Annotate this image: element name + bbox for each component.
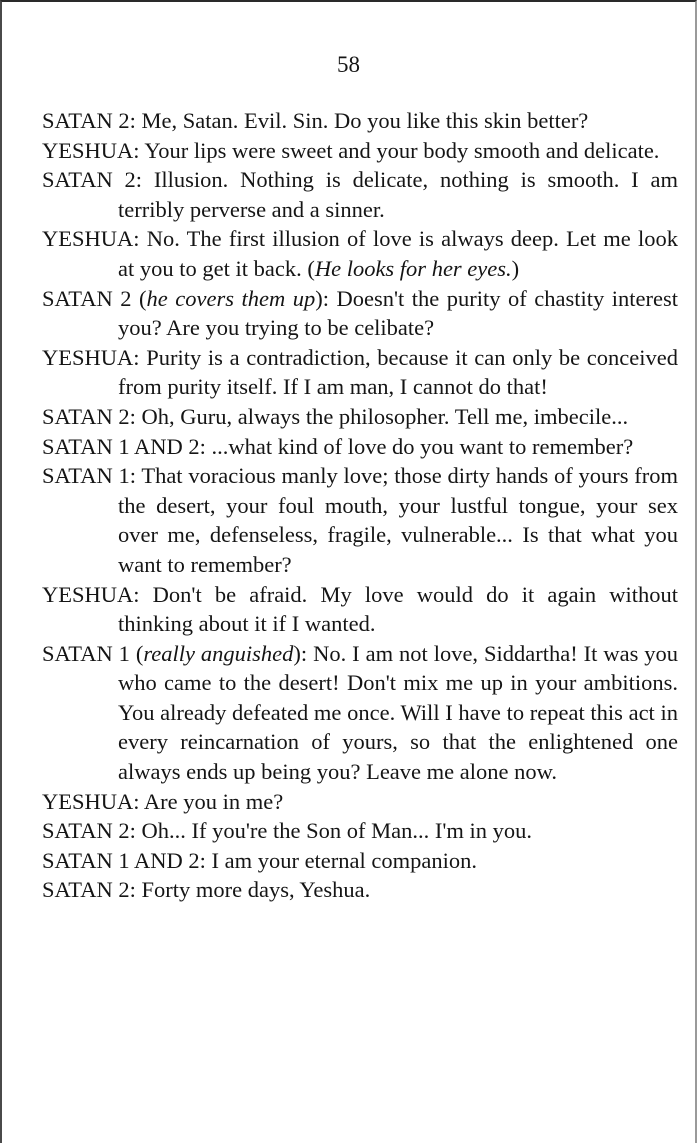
speaker-name: SATAN 2: xyxy=(42,403,136,429)
speaker-name: YESHUA: xyxy=(42,137,140,163)
dialogue-text: I am your eternal companion. xyxy=(211,847,477,873)
dialogue-text: ...what kind of love do you want to remember? xyxy=(211,433,634,459)
speaker-name: YESHUA: xyxy=(42,788,140,814)
dialogue-text: No. The first illusion of love is always deep. Let me look at you to get it back. xyxy=(118,226,679,281)
speaker-name: SATAN 2 xyxy=(42,285,132,311)
dialogue-line xyxy=(42,787,678,817)
dialogue-line: YESHUA: No. The first illusion of love is always deep. Let me look at you to get it back. (He looks for her eyes.) xyxy=(42,226,679,281)
dialogue-text: Oh... If you're the Son of Man... I'm in you. xyxy=(141,818,533,844)
speaker-name: SATAN 2: xyxy=(42,818,136,844)
speaker-name: SATAN 2: xyxy=(42,167,143,193)
dialogue-text: Purity is a contradiction, because it can only be conceived from purity itself. If I am man, I cannot do that! xyxy=(118,344,679,400)
dialogue-line xyxy=(42,343,678,402)
page-number: 58 xyxy=(337,52,360,77)
dialogue-text: Are you in me? xyxy=(143,788,284,814)
speaker-name: SATAN 1 xyxy=(42,640,130,666)
speaker-name: SATAN 2: xyxy=(42,877,136,903)
speaker-name: SATAN 2: xyxy=(42,108,136,133)
speaker-name: SATAN 1 AND 2: xyxy=(42,433,206,459)
dialogue-text: No. I am not love, Siddartha! It was you who came to the desert! Don't mix me up in your ambitions. You already defeated me once. Will I have to repeat this act in every reincarnation of yours, so that the enlightened one always ends up being you? Leave me alone now. xyxy=(118,640,679,785)
dialogue-line xyxy=(42,432,678,462)
dialogue-text: Doesn't the purity of chastity interest you? Are you trying to be celibate? xyxy=(118,285,679,341)
speaker-name: YESHUA: xyxy=(42,344,140,370)
dialogue-text: Oh, Guru, always the philosopher. Tell me, imbecile... xyxy=(141,403,629,429)
stage-direction: he covers them up xyxy=(146,285,316,311)
speaker-name: YESHUA: xyxy=(42,581,140,607)
dialogue-text: Me, Satan. Evil. Sin. Do you like this skin better? xyxy=(141,108,589,133)
dialogue-text: Illusion. Nothing is delicate, nothing is smooth. I am terribly perverse and a sinner. xyxy=(118,167,678,222)
dialogue-line: SATAN 1 (really anguished): No. I am not love, Siddartha! It was you who came to the desert! Don't mix me up in your ambitions. You already defeated me once. Will I have to repeat this act in every reincarnation of yours, so that the enlightened one always ends up being you? Leave me alone now. xyxy=(42,640,679,785)
dialogue-line xyxy=(42,875,678,905)
dialogue-line xyxy=(42,402,678,432)
script-body xyxy=(42,106,678,905)
dialogue-line: SATAN 2 (he covers them up): Doesn't the purity of chastity interest you? Are you trying to be celibate? xyxy=(42,285,679,341)
dialogue-text: Forty more days, Yeshua. xyxy=(141,877,371,903)
dialogue-text: Your lips were sweet and your body smooth and delicate. xyxy=(144,137,660,163)
dialogue-line xyxy=(42,165,678,224)
dialogue-text: That voracious manly love; those dirty hands of yours from the desert, your foul mouth, your lustful tongue, your sex over me, defenseless, fragile, vulnerable... Is that what you want to remember? xyxy=(118,463,678,577)
speaker-name: YESHUA: xyxy=(42,226,140,252)
stage-direction: He looks for her eyes. xyxy=(314,255,512,281)
dialogue-line xyxy=(42,136,678,166)
stage-direction: really anguished xyxy=(143,640,294,666)
dialogue-line xyxy=(42,461,678,579)
dialogue-text: Don't be afraid. My love would do it again without thinking about it if I wanted. xyxy=(118,581,678,637)
dialogue-line xyxy=(42,816,678,846)
speaker-name: SATAN 1: xyxy=(42,463,136,489)
speaker-name: SATAN 1 AND 2: xyxy=(42,847,206,873)
dialogue-line xyxy=(42,846,678,876)
dialogue-line xyxy=(42,106,678,136)
dialogue-line xyxy=(42,580,678,639)
